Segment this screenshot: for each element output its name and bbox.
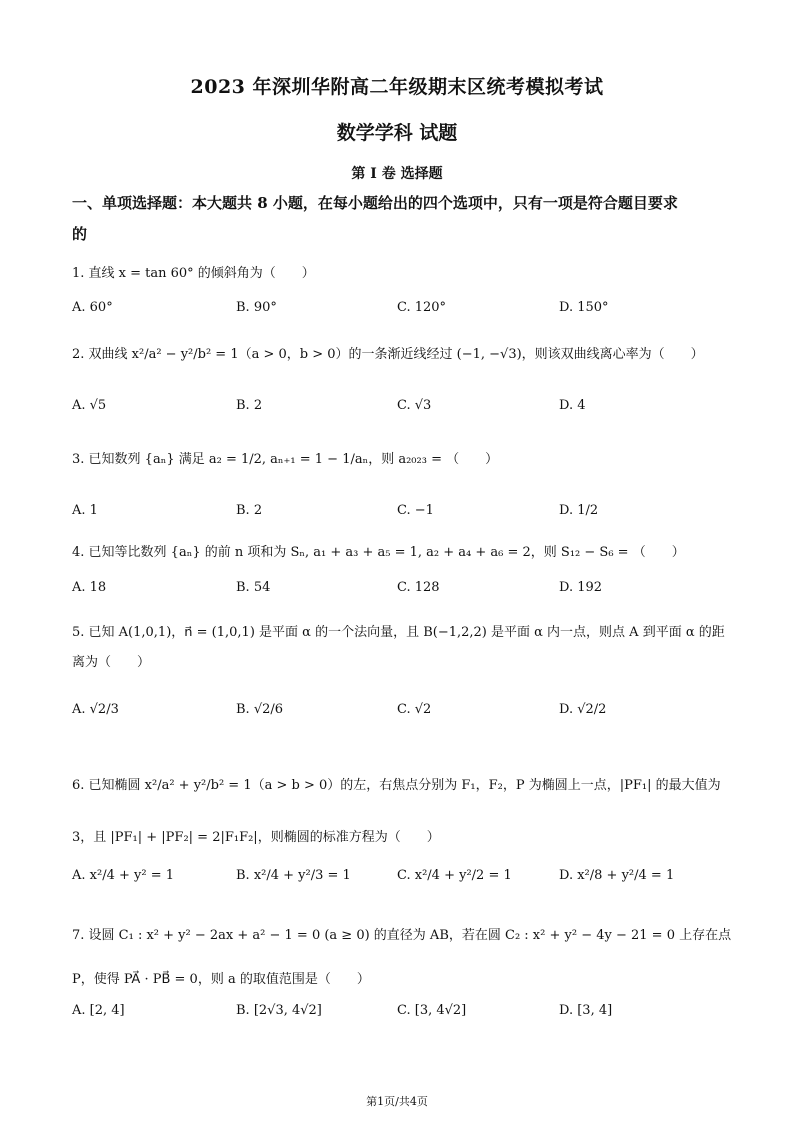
question-3-options [72,503,732,533]
option-d: D. 150° [559,300,609,315]
question-1-options [72,300,732,330]
option-d: D. 1/2 [559,503,599,518]
option-c: C. 120° [397,300,447,315]
option-d: D. [3, 4] [559,1003,613,1018]
option-c: C. x²/4 + y²/2 = 1 [397,868,512,883]
section-heading-line-2: 的 [72,225,88,243]
option-a: A. x²/4 + y² = 1 [72,868,174,883]
option-a: A. √2/3 [72,702,119,717]
question-7-options [72,1003,732,1033]
option-c: C. √3 [397,398,432,413]
option-d: D. 192 [559,580,603,595]
question-6-options [72,868,732,898]
option-a: A. 18 [72,580,107,595]
option-d: D. x²/8 + y²/4 = 1 [559,868,675,883]
option-c: C. √2 [397,702,432,717]
question-4-options [72,580,732,610]
option-a: A. 1 [72,503,98,518]
section-heading [72,188,732,250]
page-number-footer: 第1页/共4页 [366,1095,428,1108]
option-b: B. 2 [236,503,263,518]
question-2-options [72,398,732,428]
subject-title: 数学学科 试题 [336,122,458,144]
question-1: 1. 直线 x = tan 60° 的倾斜角为（ ） [72,266,315,281]
option-c: C. −1 [397,503,434,518]
option-b: B. 2 [236,398,263,413]
option-b: B. x²/4 + y²/3 = 1 [236,868,351,883]
question-7: 7. 设圆 C₁ : x² + y² − 2ax + a² − 1 = 0 (a ≥ 0) 的直径为 AB，若在圆 C₂ : x² + y² − 4y − 21 = 0 上存在点 P，使得 PA⃗ · PB⃗ = 0，则 a 的取值范围是（ ） [72,928,732,987]
option-b: B. √2/6 [236,702,284,717]
question-5-options [72,702,732,732]
question-3: 3. 已知数列 {aₙ} 满足 a₂ = 1/2, aₙ₊₁ = 1 − 1/aₙ，则 a₂₀₂₃ = （ ） [72,452,499,467]
option-c: C. [3, 4√2] [397,1003,467,1018]
part-heading: 第 I 卷 选择题 [351,166,443,182]
question-4: 4. 已知等比数列 {aₙ} 的前 n 项和为 Sₙ, a₁ + a₃ + a₅ = 1, a₂ + a₄ + a₆ = 2，则 S₁₂ − S₆ = （ ） [72,545,685,560]
option-c: C. 128 [397,580,440,595]
exam-title: 2023 年深圳华附高二年级期末区统考模拟考试 [190,76,604,98]
option-b: B. 54 [236,580,271,595]
section-heading-line-1: 一、单项选择题：本大题共 8 小题，在每小题给出的四个选项中，只有一项是符合题目要求 [72,194,678,212]
option-b: B. [2√3, 4√2] [236,1003,322,1018]
option-a: A. 60° [72,300,113,315]
option-a: A. √5 [72,398,107,413]
question-5: 5. 已知 A(1,0,1)，n⃗ = (1,0,1) 是平面 α 的一个法向量，且 B(−1,2,2) 是平面 α 内一点，则点 A 到平面 α 的距离为（ ） [72,625,725,670]
question-6: 6. 已知椭圆 x²/a² + y²/b² = 1（a > b > 0）的左，右焦点分别为 F₁，F₂，P 为椭圆上一点，|PF₁| 的最大值为 3，且 |PF₁| + |PF₂| = 2|F₁F₂|，则椭圆的标准方程为（ ） [72,778,721,845]
option-d: D. √2/2 [559,702,607,717]
option-d: D. 4 [559,398,586,413]
option-b: B. 90° [236,300,277,315]
question-2: 2. 双曲线 x²/a² − y²/b² = 1（a > 0，b > 0）的一条渐近线经过 (−1, −√3)，则该双曲线离心率为（ ） [72,347,704,362]
option-a: A. [2, 4] [72,1003,125,1018]
